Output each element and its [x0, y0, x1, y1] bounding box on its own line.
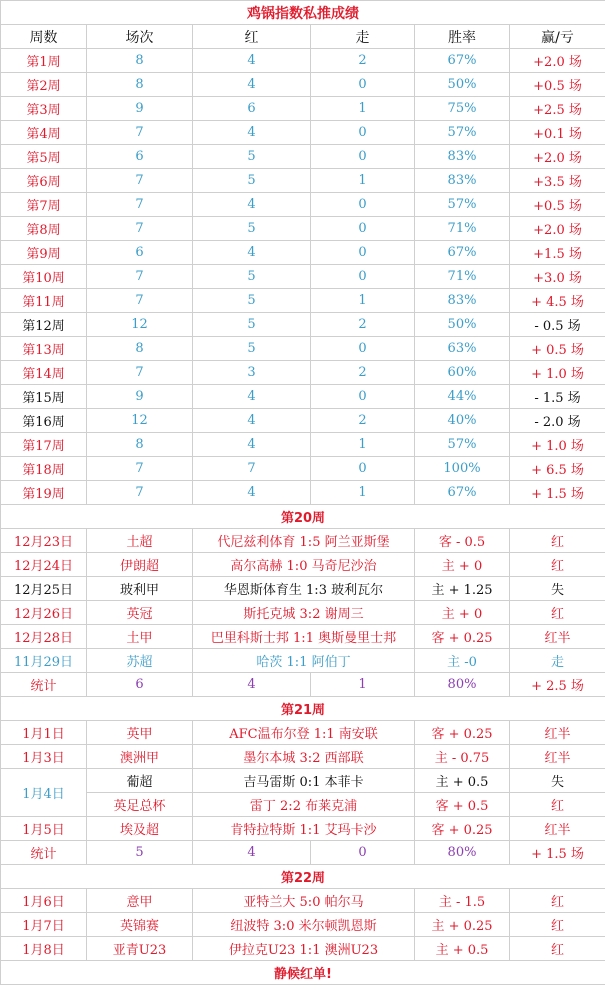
match-teams: 斯托克城 3:2 谢周三: [193, 601, 415, 625]
match-date: 12月24日: [1, 553, 87, 577]
match-league: 苏超: [87, 649, 193, 673]
match-row: [1, 745, 605, 769]
week-net: + 1.5 场: [510, 481, 605, 505]
match-row: [1, 625, 605, 649]
week-push: 0: [311, 457, 415, 481]
header-rate: 胜率: [415, 25, 510, 49]
match-teams: 巴里科斯士邦 1:1 奥斯曼里士邦: [193, 625, 415, 649]
match-teams: 雷丁 2:2 布莱克浦: [193, 793, 415, 817]
week-row: [1, 145, 605, 169]
match-handicap: 客 + 0.25: [415, 625, 510, 649]
week-net: +2.0 场: [510, 49, 605, 73]
week-net: +0.1 场: [510, 121, 605, 145]
week-rate: 100%: [415, 457, 510, 481]
week-row: [1, 337, 605, 361]
week-row: [1, 409, 605, 433]
week-net: +3.0 场: [510, 265, 605, 289]
match-teams: 华恩斯体育生 1:3 玻利瓦尔: [193, 577, 415, 601]
match-date: 1月5日: [1, 817, 87, 841]
week-games: 8: [87, 73, 193, 97]
week-rate: 57%: [415, 121, 510, 145]
week-label: 第13周: [1, 337, 87, 361]
match-league: 意甲: [87, 889, 193, 913]
match-row: [1, 817, 605, 841]
match-league: 伊朗超: [87, 553, 193, 577]
week-label: 第6周: [1, 169, 87, 193]
week-push: 1: [311, 289, 415, 313]
match-result: 红: [510, 529, 605, 553]
match-date: 12月25日: [1, 577, 87, 601]
week-rate: 63%: [415, 337, 510, 361]
week-label: 第2周: [1, 73, 87, 97]
match-row: [1, 553, 605, 577]
week-rate: 83%: [415, 145, 510, 169]
week-push: 0: [311, 121, 415, 145]
week-win: 4: [193, 49, 311, 73]
match-date: 1月1日: [1, 721, 87, 745]
match-row: [1, 913, 605, 937]
week-games: 9: [87, 385, 193, 409]
week-push: 0: [311, 217, 415, 241]
header-net: 赢/亏: [510, 25, 605, 49]
week-label: 第17周: [1, 433, 87, 457]
week-label: 第16周: [1, 409, 87, 433]
match-result: 红: [510, 937, 605, 961]
week-row: [1, 457, 605, 481]
week-rate: 75%: [415, 97, 510, 121]
match-handicap: 主 -0: [415, 649, 510, 673]
match-teams: 伊拉克U23 1:1 澳洲U23: [193, 937, 415, 961]
match-handicap: 主 + 1.25: [415, 577, 510, 601]
week-push: 0: [311, 145, 415, 169]
week-net: +2.0 场: [510, 217, 605, 241]
match-teams: 高尔高赫 1:0 马奇尼沙治: [193, 553, 415, 577]
week-push: 0: [311, 73, 415, 97]
match-row: [1, 601, 605, 625]
footer-text: 静候红单!: [1, 961, 605, 985]
match-handicap: 主 - 1.5: [415, 889, 510, 913]
match-league: 澳洲甲: [87, 745, 193, 769]
week-win: 4: [193, 433, 311, 457]
week-net: +0.5 场: [510, 193, 605, 217]
week-push: 2: [311, 313, 415, 337]
week-row: [1, 481, 605, 505]
match-league: 英锦赛: [87, 913, 193, 937]
match-result: 红: [510, 601, 605, 625]
header-push: 走: [311, 25, 415, 49]
match-result: 红: [510, 913, 605, 937]
header-week: 周数: [1, 25, 87, 49]
match-league: 土超: [87, 529, 193, 553]
section-header: [1, 697, 605, 721]
week-net: + 0.5 场: [510, 337, 605, 361]
match-row: [1, 649, 605, 673]
week-rate: 83%: [415, 289, 510, 313]
summary-row: [1, 841, 605, 865]
footer-row: [1, 961, 605, 985]
week-net: - 2.0 场: [510, 409, 605, 433]
week-rate: 57%: [415, 193, 510, 217]
summary-push: 0: [311, 841, 415, 865]
header-row: [1, 25, 605, 49]
week-row: [1, 169, 605, 193]
match-teams: 纽波特 3:0 米尔顿凯恩斯: [193, 913, 415, 937]
match-date: 12月23日: [1, 529, 87, 553]
match-teams: 代尼兹利体育 1:5 阿兰亚斯堡: [193, 529, 415, 553]
week-row: [1, 385, 605, 409]
match-row: [1, 529, 605, 553]
week-row: [1, 49, 605, 73]
week-net: +3.5 场: [510, 169, 605, 193]
match-league: 英足总杯: [87, 793, 193, 817]
week-win: 5: [193, 169, 311, 193]
week-win: 4: [193, 193, 311, 217]
week-games: 8: [87, 337, 193, 361]
match-date: 1月6日: [1, 889, 87, 913]
week-row: [1, 265, 605, 289]
week-label: 第12周: [1, 313, 87, 337]
week-games: 8: [87, 433, 193, 457]
match-teams: 哈茨 1:1 阿伯丁: [193, 649, 415, 673]
section-title: 第21周: [1, 697, 605, 721]
week-games: 12: [87, 313, 193, 337]
match-row: [1, 577, 605, 601]
week-label: 第5周: [1, 145, 87, 169]
summary-net: + 1.5 场: [510, 841, 605, 865]
week-games: 7: [87, 193, 193, 217]
week-games: 6: [87, 145, 193, 169]
week-win: 5: [193, 265, 311, 289]
summary-label: 统计: [1, 673, 87, 697]
match-result: 失: [510, 577, 605, 601]
week-win: 3: [193, 361, 311, 385]
week-label: 第3周: [1, 97, 87, 121]
summary-rate: 80%: [415, 841, 510, 865]
match-date: 1月3日: [1, 745, 87, 769]
match-handicap: 主 + 0: [415, 601, 510, 625]
match-date: 1月4日: [1, 769, 87, 817]
week-win: 4: [193, 409, 311, 433]
match-handicap: 客 + 0.5: [415, 793, 510, 817]
week-games: 7: [87, 361, 193, 385]
week-rate: 50%: [415, 313, 510, 337]
match-result: 红半: [510, 817, 605, 841]
summary-label: 统计: [1, 841, 87, 865]
match-row: [1, 721, 605, 745]
week-net: + 1.0 场: [510, 361, 605, 385]
week-rate: 40%: [415, 409, 510, 433]
match-teams: AFC温布尔登 1:1 南安联: [193, 721, 415, 745]
week-win: 4: [193, 241, 311, 265]
match-league: 亚青U23: [87, 937, 193, 961]
summary-rate: 80%: [415, 673, 510, 697]
match-date: 12月28日: [1, 625, 87, 649]
match-result: 走: [510, 649, 605, 673]
match-handicap: 主 + 0: [415, 553, 510, 577]
week-rate: 57%: [415, 433, 510, 457]
week-label: 第10周: [1, 265, 87, 289]
week-label: 第18周: [1, 457, 87, 481]
week-net: +0.5 场: [510, 73, 605, 97]
week-net: - 1.5 场: [510, 385, 605, 409]
match-row: [1, 793, 605, 817]
match-result: 红半: [510, 625, 605, 649]
week-row: [1, 433, 605, 457]
match-result: 红半: [510, 721, 605, 745]
week-push: 0: [311, 337, 415, 361]
week-win: 5: [193, 289, 311, 313]
week-rate: 71%: [415, 265, 510, 289]
week-push: 1: [311, 169, 415, 193]
week-push: 0: [311, 193, 415, 217]
week-label: 第7周: [1, 193, 87, 217]
week-rate: 50%: [415, 73, 510, 97]
week-games: 9: [87, 97, 193, 121]
table-title: 鸡锅指数私推成绩: [1, 1, 605, 25]
week-games: 7: [87, 217, 193, 241]
week-rate: 67%: [415, 481, 510, 505]
week-label: 第11周: [1, 289, 87, 313]
match-result: 红: [510, 793, 605, 817]
section-header: [1, 865, 605, 889]
match-teams: 墨尔本城 3:2 西部联: [193, 745, 415, 769]
match-league: 葡超: [87, 769, 193, 793]
week-win: 6: [193, 97, 311, 121]
week-win: 5: [193, 313, 311, 337]
match-row: [1, 937, 605, 961]
match-teams: 肯特拉特斯 1:1 艾玛卡沙: [193, 817, 415, 841]
summary-push: 1: [311, 673, 415, 697]
summary-win: 4: [193, 841, 311, 865]
match-result: 红: [510, 889, 605, 913]
match-handicap: 客 + 0.25: [415, 817, 510, 841]
week-push: 2: [311, 49, 415, 73]
week-win: 4: [193, 481, 311, 505]
week-rate: 67%: [415, 49, 510, 73]
match-handicap: 客 + 0.25: [415, 721, 510, 745]
week-games: 7: [87, 457, 193, 481]
week-row: [1, 217, 605, 241]
week-win: 4: [193, 385, 311, 409]
match-result: 失: [510, 769, 605, 793]
week-label: 第15周: [1, 385, 87, 409]
week-push: 0: [311, 385, 415, 409]
week-win: 7: [193, 457, 311, 481]
week-label: 第14周: [1, 361, 87, 385]
match-league: 土甲: [87, 625, 193, 649]
week-row: [1, 313, 605, 337]
section-header: [1, 505, 605, 529]
match-league: 埃及超: [87, 817, 193, 841]
week-games: 7: [87, 121, 193, 145]
section-title: 第22周: [1, 865, 605, 889]
week-label: 第1周: [1, 49, 87, 73]
match-handicap: 主 + 0.5: [415, 769, 510, 793]
week-net: +1.5 场: [510, 241, 605, 265]
match-teams: 亚特兰大 5:0 帕尔马: [193, 889, 415, 913]
week-push: 1: [311, 433, 415, 457]
week-push: 1: [311, 97, 415, 121]
week-games: 7: [87, 265, 193, 289]
week-games: 7: [87, 289, 193, 313]
week-row: [1, 289, 605, 313]
week-win: 4: [193, 73, 311, 97]
week-net: +2.0 场: [510, 145, 605, 169]
week-rate: 71%: [415, 217, 510, 241]
week-row: [1, 193, 605, 217]
week-rate: 83%: [415, 169, 510, 193]
week-row: [1, 361, 605, 385]
match-result: 红: [510, 553, 605, 577]
match-teams: 吉马雷斯 0:1 本菲卡: [193, 769, 415, 793]
week-games: 7: [87, 169, 193, 193]
match-handicap: 主 + 0.25: [415, 913, 510, 937]
week-row: [1, 73, 605, 97]
match-result: 红半: [510, 745, 605, 769]
match-date: 11月29日: [1, 649, 87, 673]
summary-win: 4: [193, 673, 311, 697]
week-net: +2.5 场: [510, 97, 605, 121]
week-win: 5: [193, 217, 311, 241]
week-games: 6: [87, 241, 193, 265]
week-win: 4: [193, 121, 311, 145]
section-title: 第20周: [1, 505, 605, 529]
week-label: 第19周: [1, 481, 87, 505]
match-league: 英甲: [87, 721, 193, 745]
match-league: 英冠: [87, 601, 193, 625]
week-win: 5: [193, 337, 311, 361]
week-label: 第8周: [1, 217, 87, 241]
week-net: + 1.0 场: [510, 433, 605, 457]
week-net: + 4.5 场: [510, 289, 605, 313]
week-games: 12: [87, 409, 193, 433]
match-row: [1, 769, 605, 793]
week-rate: 60%: [415, 361, 510, 385]
week-push: 2: [311, 361, 415, 385]
week-push: 2: [311, 409, 415, 433]
week-games: 7: [87, 481, 193, 505]
week-games: 8: [87, 49, 193, 73]
week-row: [1, 97, 605, 121]
week-label: 第4周: [1, 121, 87, 145]
header-win: 红: [193, 25, 311, 49]
week-push: 1: [311, 481, 415, 505]
match-row: [1, 889, 605, 913]
week-label: 第9周: [1, 241, 87, 265]
week-push: 0: [311, 241, 415, 265]
week-push: 0: [311, 265, 415, 289]
week-rate: 44%: [415, 385, 510, 409]
week-rate: 67%: [415, 241, 510, 265]
match-date: 12月26日: [1, 601, 87, 625]
match-date: 1月7日: [1, 913, 87, 937]
match-handicap: 客 - 0.5: [415, 529, 510, 553]
summary-games: 5: [87, 841, 193, 865]
match-handicap: 主 - 0.75: [415, 745, 510, 769]
summary-row: [1, 673, 605, 697]
match-league: 玻利甲: [87, 577, 193, 601]
week-row: [1, 121, 605, 145]
match-date: 1月8日: [1, 937, 87, 961]
week-net: + 6.5 场: [510, 457, 605, 481]
week-win: 5: [193, 145, 311, 169]
header-games: 场次: [87, 25, 193, 49]
match-handicap: 主 + 0.5: [415, 937, 510, 961]
summary-net: + 2.5 场: [510, 673, 605, 697]
summary-games: 6: [87, 673, 193, 697]
week-row: [1, 241, 605, 265]
week-net: - 0.5 场: [510, 313, 605, 337]
